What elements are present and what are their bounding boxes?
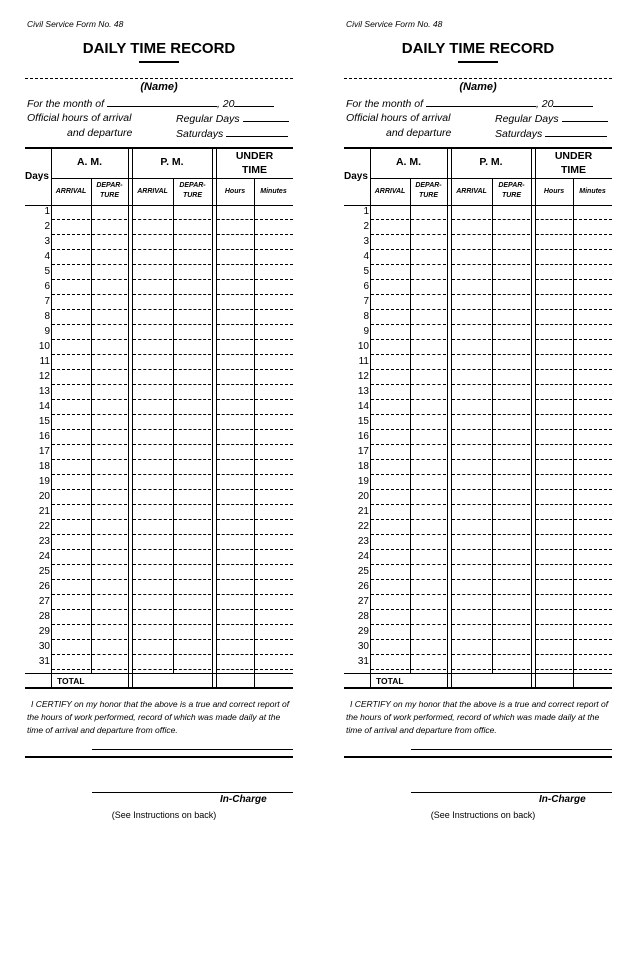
day-number: 9 [363, 326, 369, 337]
month-row [27, 97, 274, 110]
day-number: 17 [38, 446, 50, 457]
day-number: 28 [38, 611, 50, 622]
employee-signature-line[interactable] [411, 749, 612, 750]
time-entry-field[interactable] [493, 669, 530, 670]
section-divider [344, 756, 612, 758]
time-entry-field[interactable] [92, 669, 127, 670]
table-row [344, 310, 612, 325]
table-row [25, 400, 293, 415]
regular-days-label: Regular Days [176, 113, 240, 125]
day-number: 18 [38, 461, 50, 472]
pm-header: P. M. [160, 156, 184, 168]
day-number: 23 [38, 536, 50, 547]
year-label: , 20 [535, 98, 554, 110]
day-number: 25 [38, 566, 50, 577]
undertime-header-1: UNDER [554, 150, 593, 162]
table-row [344, 445, 612, 460]
day-number: 24 [357, 551, 369, 562]
table-row [344, 595, 612, 610]
table-row [25, 565, 293, 580]
table-row [344, 430, 612, 445]
table-row [344, 370, 612, 385]
time-table [25, 147, 293, 689]
name-line[interactable] [344, 78, 612, 79]
time-table [344, 147, 612, 689]
day-number: 24 [38, 551, 50, 562]
incharge-signature-line[interactable] [411, 792, 612, 793]
table-top-border [344, 147, 612, 149]
day-number: 29 [38, 626, 50, 637]
form-title: DAILY TIME RECORD [401, 40, 555, 57]
month-label: For the month of [27, 98, 105, 110]
day-number: 2 [44, 221, 50, 232]
day-number: 15 [357, 416, 369, 427]
month-label: For the month of [346, 98, 424, 110]
month-field[interactable] [426, 97, 536, 107]
table-row [25, 595, 293, 610]
saturdays-label: Saturdays [495, 128, 543, 140]
table-row [25, 490, 293, 505]
pm-arrival-header: ARRIVAL [137, 188, 168, 195]
saturdays-row [176, 127, 288, 140]
day-number: 25 [357, 566, 369, 577]
day-number: 8 [363, 311, 369, 322]
table-row [25, 355, 293, 370]
table-row [344, 250, 612, 265]
table-row [344, 475, 612, 490]
day-number: 22 [38, 521, 50, 532]
minutes-header: Minutes [260, 188, 287, 195]
saturdays-row [495, 127, 607, 140]
days-header: Days [344, 171, 368, 182]
certification-text: I CERTIFY on my honor that the above is a true and correct report of the hours of work performed, record of which was made daily at the time of arrival and departure from office. [27, 699, 290, 735]
table-row [25, 505, 293, 520]
day-number: 20 [357, 491, 369, 502]
am-arrival-header: ARRIVAL [55, 188, 87, 195]
table-row [25, 220, 293, 235]
pm-departure-header: DEPAR- TURE [498, 182, 525, 199]
form-number: Civil Service Form No. 48 [27, 19, 124, 29]
day-number: 6 [363, 281, 369, 292]
day-number: 10 [357, 341, 369, 352]
day-number: 12 [357, 371, 369, 382]
day-number: 4 [363, 251, 369, 262]
regular-days-field[interactable] [243, 112, 289, 122]
table-top-border [25, 147, 293, 149]
title-underline [139, 61, 179, 63]
day-number: 13 [38, 386, 50, 397]
table-row [25, 520, 293, 535]
time-entry-field[interactable] [536, 669, 572, 670]
table-row [25, 445, 293, 460]
header-divider [370, 178, 612, 179]
table-row [25, 475, 293, 490]
undertime-header-2: TIME [560, 164, 587, 176]
day-number: 26 [38, 581, 50, 592]
day-number: 16 [357, 431, 369, 442]
days-header: Days [25, 171, 49, 182]
regular-days-row [176, 112, 289, 125]
day-number: 16 [38, 431, 50, 442]
day-number: 22 [357, 521, 369, 532]
saturdays-label: Saturdays [176, 128, 224, 140]
table-row [344, 355, 612, 370]
day-number: 11 [39, 356, 50, 367]
day-number: 4 [44, 251, 50, 262]
total-label: TOTAL [376, 676, 404, 686]
incharge-signature-line[interactable] [92, 792, 293, 793]
time-entry-field[interactable] [574, 669, 612, 670]
table-row [25, 370, 293, 385]
day-number: 19 [38, 476, 50, 487]
instructions-note: (See Instructions on back) [430, 810, 536, 820]
regular-days-field[interactable] [562, 112, 608, 122]
day-number: 10 [38, 341, 50, 352]
day-number: 11 [358, 356, 369, 367]
employee-signature-line[interactable] [92, 749, 293, 750]
total-top-border [344, 673, 612, 674]
form-number: Civil Service Form No. 48 [346, 19, 443, 29]
day-number: 29 [357, 626, 369, 637]
regular-days-label: Regular Days [495, 113, 559, 125]
table-row [25, 430, 293, 445]
year-field[interactable] [553, 97, 593, 107]
day-rows [25, 205, 293, 670]
table-row [344, 385, 612, 400]
table-row [344, 280, 612, 295]
am-departure-header: DEPAR- TURE [96, 182, 123, 199]
saturdays-field[interactable] [545, 127, 607, 137]
day-number: 28 [357, 611, 369, 622]
day-number: 6 [44, 281, 50, 292]
header-divider [51, 178, 293, 179]
time-entry-field[interactable] [52, 669, 90, 670]
table-row [25, 325, 293, 340]
day-number: 30 [38, 641, 50, 652]
official-hours-label: Official hours of arrival [346, 112, 451, 124]
minutes-header: Minutes [579, 188, 606, 195]
undertime-header-2: TIME [241, 164, 268, 176]
name-line[interactable] [25, 78, 293, 79]
arrival-departure-label: and departure [67, 127, 133, 139]
dtr-form-left [25, 0, 293, 976]
table-row [344, 265, 612, 280]
am-header: A. M. [395, 156, 422, 168]
day-number: 17 [357, 446, 369, 457]
day-number: 3 [44, 236, 50, 247]
table-row [25, 340, 293, 355]
day-number: 7 [44, 296, 50, 307]
day-number: 5 [363, 266, 369, 277]
table-bottom-border [344, 687, 612, 689]
table-row [344, 490, 612, 505]
am-header: A. M. [76, 156, 103, 168]
table-row [25, 385, 293, 400]
year-label: , 20 [216, 98, 235, 110]
undertime-header-1: UNDER [235, 150, 274, 162]
table-row [344, 340, 612, 355]
day-number: 2 [363, 221, 369, 232]
day-number: 23 [357, 536, 369, 547]
day-number: 7 [363, 296, 369, 307]
title-underline [458, 61, 498, 63]
day-number: 19 [357, 476, 369, 487]
table-row [344, 505, 612, 520]
time-entry-field[interactable] [371, 669, 409, 670]
table-row [25, 310, 293, 325]
instructions-note: (See Instructions on back) [111, 810, 217, 820]
total-top-border [25, 673, 293, 674]
day-number: 5 [44, 266, 50, 277]
total-label: TOTAL [57, 676, 85, 686]
day-number: 18 [357, 461, 369, 472]
section-divider [25, 756, 293, 758]
table-row [25, 460, 293, 475]
regular-days-row [495, 112, 608, 125]
table-bottom-border [25, 687, 293, 689]
day-number: 14 [38, 401, 50, 412]
day-number: 20 [38, 491, 50, 502]
day-number: 21 [38, 506, 50, 517]
incharge-label: In-Charge [539, 794, 586, 805]
table-row [344, 610, 612, 625]
table-row [344, 400, 612, 415]
time-entry-field[interactable] [255, 669, 293, 670]
table-row [25, 415, 293, 430]
day-number: 12 [38, 371, 50, 382]
table-row [25, 235, 293, 250]
month-field[interactable] [107, 97, 217, 107]
time-entry-field[interactable] [217, 669, 253, 670]
day-number: 21 [357, 506, 369, 517]
incharge-label: In-Charge [220, 794, 267, 805]
table-row [344, 460, 612, 475]
year-field[interactable] [234, 97, 274, 107]
day-number: 3 [363, 236, 369, 247]
day-number: 1 [44, 206, 50, 217]
table-row [25, 535, 293, 550]
table-row [25, 640, 293, 655]
hours-header: Hours [543, 188, 565, 195]
table-row [25, 610, 293, 625]
dtr-form-right [344, 0, 612, 976]
table-row [344, 550, 612, 565]
pm-arrival-header: ARRIVAL [456, 188, 487, 195]
table-row [344, 415, 612, 430]
certification-text: I CERTIFY on my honor that the above is a true and correct report of the hours of work performed, record of which was made daily at the time of arrival and departure from office. [346, 699, 609, 735]
table-row [25, 265, 293, 280]
table-row [25, 295, 293, 310]
table-row [25, 655, 293, 670]
table-row [344, 295, 612, 310]
official-hours-label: Official hours of arrival [27, 112, 132, 124]
form-title: DAILY TIME RECORD [82, 40, 236, 57]
name-label: (Name) [140, 81, 178, 93]
table-row [344, 625, 612, 640]
day-number: 27 [38, 596, 50, 607]
saturdays-field[interactable] [226, 127, 288, 137]
table-row [344, 565, 612, 580]
time-entry-field[interactable] [411, 669, 446, 670]
arrival-departure-label: and departure [386, 127, 452, 139]
day-number: 31 [357, 656, 369, 667]
pm-header: P. M. [479, 156, 503, 168]
day-number: 31 [38, 656, 50, 667]
table-row [344, 655, 612, 670]
day-rows [344, 205, 612, 670]
table-row [344, 205, 612, 220]
table-row [25, 625, 293, 640]
month-row [346, 97, 593, 110]
time-entry-field[interactable] [174, 669, 211, 670]
table-row [344, 220, 612, 235]
day-number: 13 [357, 386, 369, 397]
day-number: 26 [357, 581, 369, 592]
table-row [344, 520, 612, 535]
table-row [25, 280, 293, 295]
table-row [344, 640, 612, 655]
day-number: 8 [44, 311, 50, 322]
day-number: 27 [357, 596, 369, 607]
time-entry-field[interactable] [452, 669, 491, 670]
time-entry-field[interactable] [133, 669, 172, 670]
am-arrival-header: ARRIVAL [374, 188, 406, 195]
table-row [344, 325, 612, 340]
day-number: 30 [357, 641, 369, 652]
day-number: 14 [357, 401, 369, 412]
day-number: 9 [44, 326, 50, 337]
table-row [25, 550, 293, 565]
table-row [344, 235, 612, 250]
day-number: 15 [38, 416, 50, 427]
table-row [25, 250, 293, 265]
table-row [344, 535, 612, 550]
day-number: 1 [363, 206, 369, 217]
name-label: (Name) [459, 81, 497, 93]
table-row [344, 580, 612, 595]
hours-header: Hours [224, 188, 246, 195]
table-row [25, 580, 293, 595]
table-row [25, 205, 293, 220]
pm-departure-header: DEPAR- TURE [179, 182, 206, 199]
am-departure-header: DEPAR- TURE [415, 182, 442, 199]
